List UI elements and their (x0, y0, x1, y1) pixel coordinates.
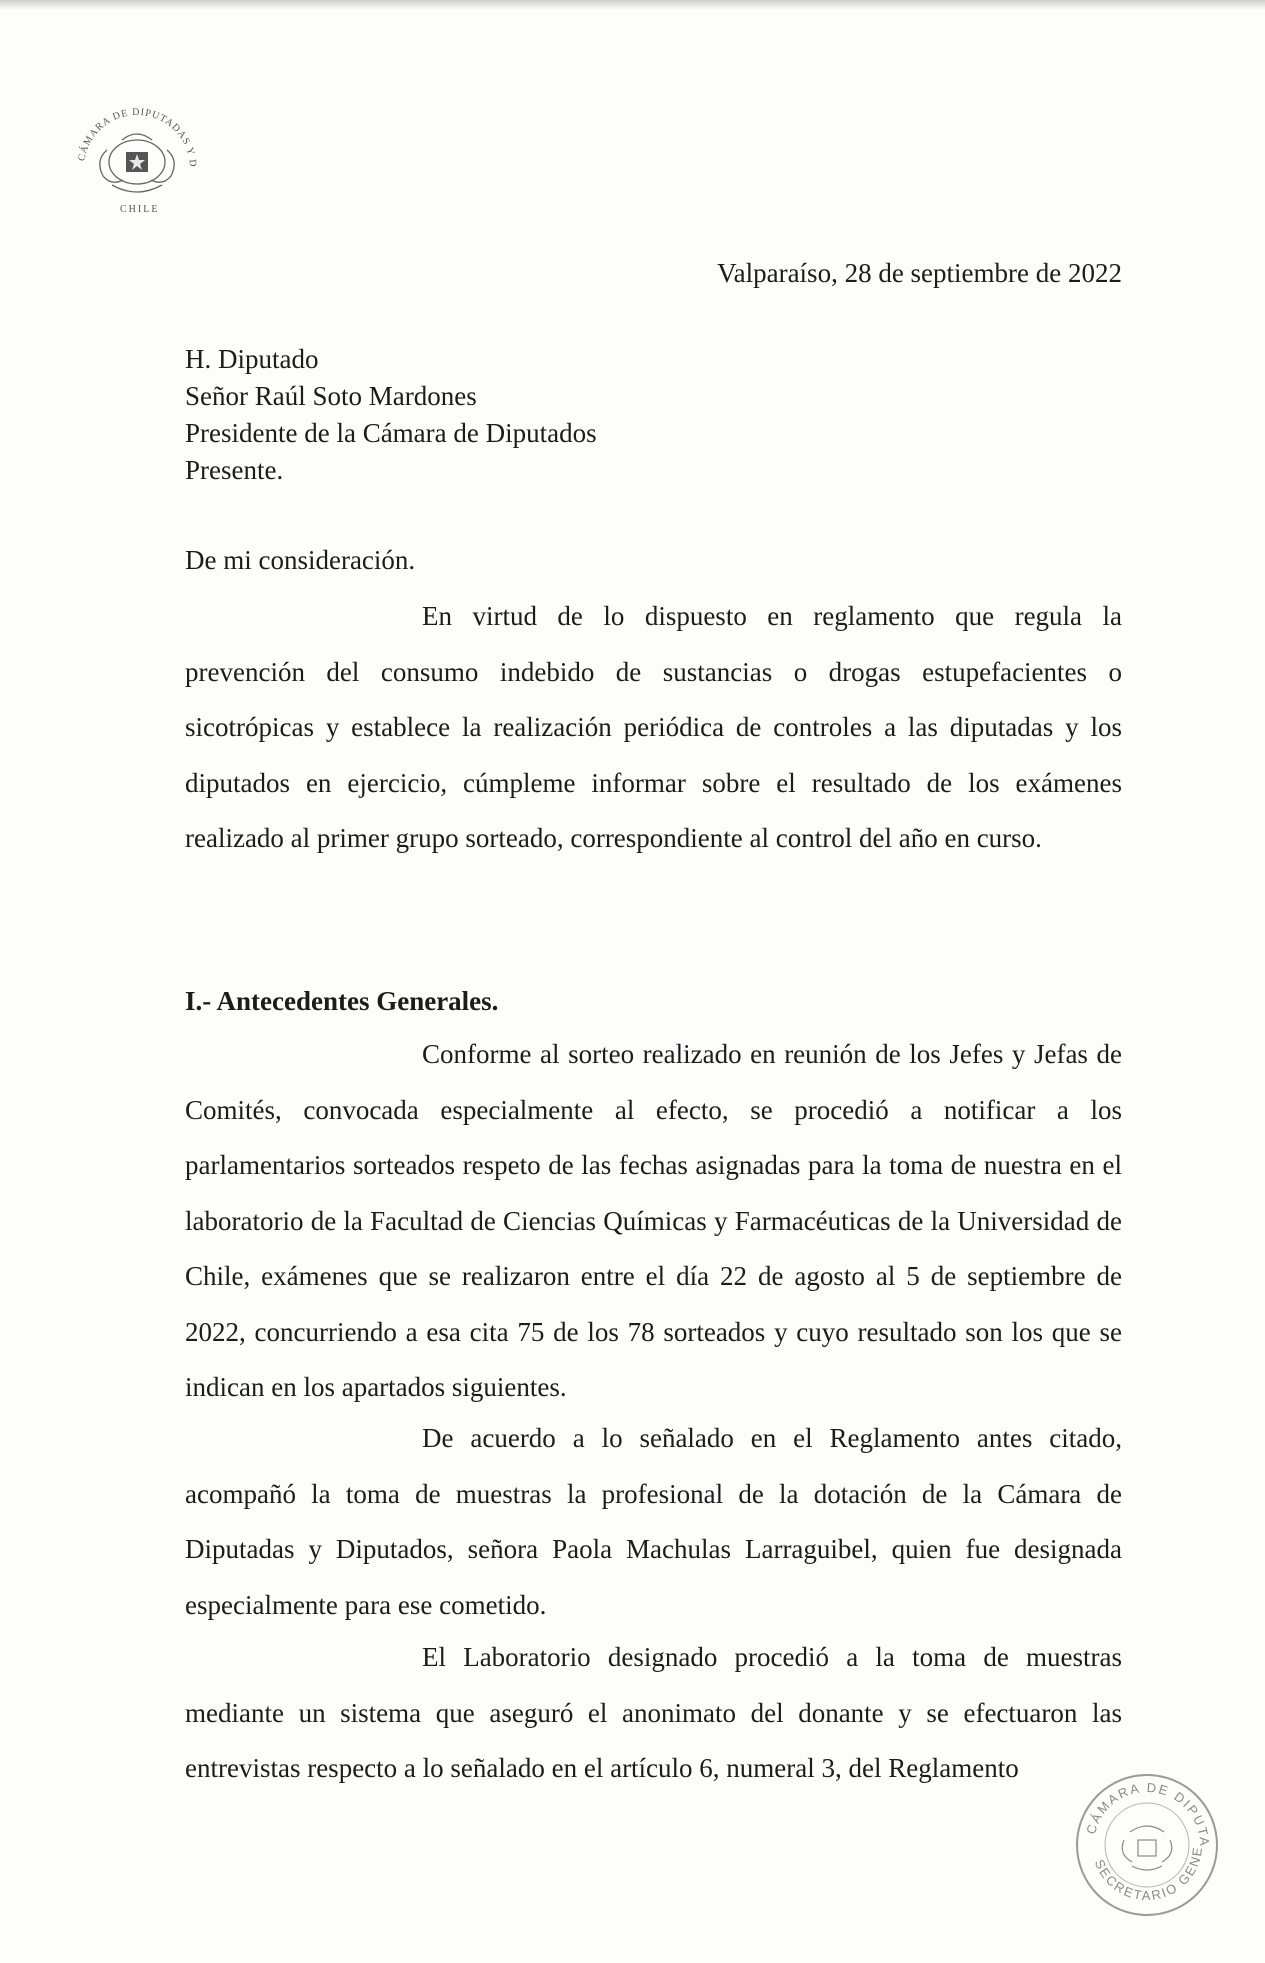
letter-date: Valparaíso, 28 de septiembre de 2022 (717, 258, 1122, 288)
addressee-block (185, 341, 597, 489)
chamber-crest-logo (62, 90, 212, 230)
crest-arc-text: CÁMARA DE DIPUTADAS Y D (76, 106, 199, 169)
addressee-title: H. Diputado (185, 344, 319, 374)
addressee-presente: Presente. (185, 455, 284, 485)
paragraph-laboratorio: El Laboratorio designado procedió a la toma de muestras mediante un sistema que aseguró el anonimato del donante y se efectuaron las entrevistas respecto a lo señalado en el artículo 6, numeral 3, del Reglamento (185, 1642, 1122, 1783)
svg-text:CÁMARA DE DIPUTADOS (1072, 1770, 1212, 1848)
intro-paragraph: En virtud de lo dispuesto en reglamento que regula la prevención del consumo indebido de sustancias o drogas estupefacientes o sicotrópicas y establece la realización periódica de controles a las diputadas y los diputados en ejercicio, cúmpleme informar sobre el resultado de los exámenes realizado al primer grupo sorteado, correspondiente al control del año en curso. (185, 601, 1122, 853)
paragraph-reglamento: De acuerdo a lo señalado en el Reglamento antes citado, acompañó la toma de muestras la profesional de la dotación de la Cámara de Diputadas y Diputados, señora Paola Machulas Larraguibel, quien fue designada especialmente para ese cometido. (185, 1423, 1122, 1620)
paragraph-sorteo: Conforme al sorteo realizado en reunión de los Jefes y Jefas de Comités, convocada especialmente al efecto, se procedió a notificar a los parlamentarios sorteados respeto de las fechas asignadas para la toma de nuestra en el laboratorio de la Facultad de Ciencias Químicas y Farmacéuticas de la Universidad de Chile, exámenes que se realizaron entre el día 22 de agosto al 5 de septiembre de 2022, concurriendo a esa cita 75 de los 78 sorteados y cuyo resultado son los que se indican en los apartados siguientes. (185, 1039, 1122, 1402)
addressee-name: Señor Raúl Soto Mardones (185, 381, 477, 411)
seal-top-text: CÁMARA DE DIPUTA (1083, 1779, 1213, 1848)
secretary-general-seal (1072, 1770, 1222, 1920)
crest-country-text: CHILE (120, 204, 160, 215)
scan-edge (0, 0, 1265, 10)
greeting: De mi consideración. (185, 545, 416, 575)
addressee-position: Presidente de la Cámara de Diputados (185, 418, 597, 448)
seal-bottom-text: SECRETARIO GENE (1091, 1844, 1206, 1903)
section-heading: I.- Antecedentes Generales. (185, 986, 499, 1016)
